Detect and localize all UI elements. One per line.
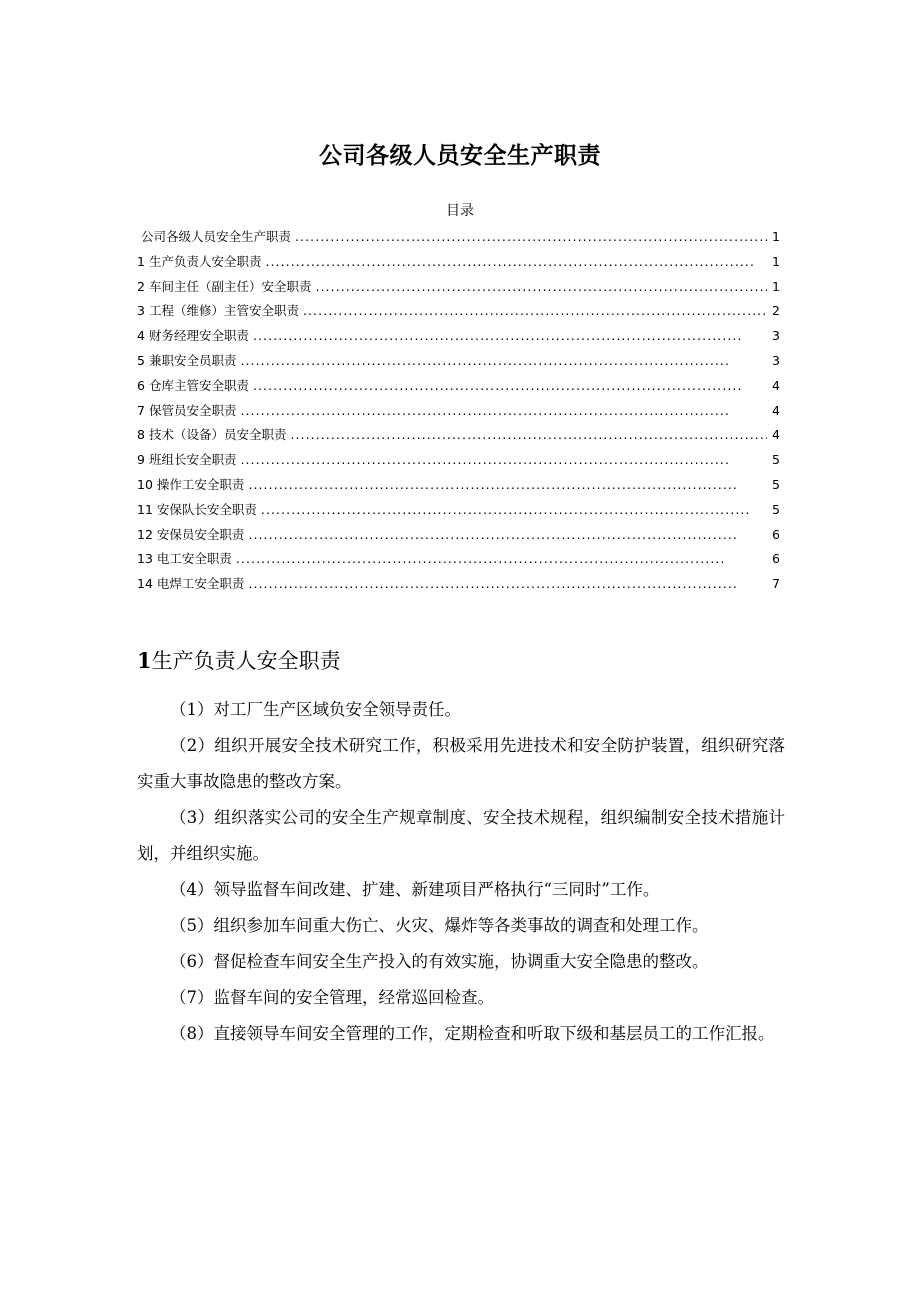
- toc-entry-text: 公司各级人员安全生产职责: [141, 229, 292, 244]
- toc-heading: 目录: [446, 203, 474, 219]
- toc-entry[interactable]: [137, 299, 780, 324]
- toc-entry-page: 5: [772, 452, 780, 468]
- toc-entry-text: 操作工安全职责: [156, 476, 245, 492]
- toc-entry-page: 6: [772, 526, 780, 542]
- toc-entry-text: 技术（设备）员安全职责: [148, 427, 287, 443]
- toc-entry[interactable]: [137, 547, 780, 572]
- toc-entry-text: 安保队长安全职责: [156, 501, 257, 517]
- toc-entry[interactable]: [137, 572, 780, 597]
- toc-entry-number: 2: [137, 278, 145, 294]
- toc-entry-page: 4: [772, 427, 780, 443]
- toc-entry-text: 电焊工安全职责: [156, 576, 245, 592]
- paragraph: （2）组织开展安全技术研究工作，积极采用先进技术和安全防护装置，组织研究落实重大事故隐患的整改方案。: [137, 736, 785, 791]
- toc-entry-page: 1: [772, 253, 780, 269]
- toc-entry-text: 电工安全职责: [156, 551, 232, 567]
- toc-entry-number: 3: [137, 303, 145, 319]
- toc-entry-number: 4: [137, 328, 145, 344]
- toc-leader-dots: [253, 374, 767, 399]
- toc-entry[interactable]: [137, 275, 780, 300]
- paragraph: （4）领导监督车间改建、扩建、新建项目严格执行“三同时”工作。: [170, 880, 660, 899]
- toc-entry-page: 5: [772, 501, 780, 517]
- toc-leader-dots: [248, 473, 767, 498]
- toc-entry[interactable]: [137, 225, 780, 250]
- toc-leader-dots: [240, 448, 767, 473]
- paragraph: （3）组织落实公司的安全生产规章制度、安全技术规程，组织编制安全技术措施计划，并组织实施。: [137, 808, 785, 863]
- paragraph: （8）直接领导车间安全管理的工作，定期检查和听取下级和基层员工的工作汇报。: [170, 1024, 775, 1043]
- toc-entry-text: 安保员安全职责: [156, 526, 245, 542]
- toc-entry[interactable]: [137, 523, 780, 548]
- table-of-contents: [137, 225, 780, 597]
- toc-leader-dots: [253, 324, 767, 349]
- toc-entry-text: 生产负责人安全职责: [148, 253, 262, 269]
- toc-entry-text: 兼职安全员职责: [148, 352, 237, 368]
- section-number: 1: [137, 648, 152, 673]
- toc-entry-number: 1: [137, 253, 145, 269]
- toc-entry-page: 2: [772, 303, 780, 319]
- toc-leader-dots: [261, 498, 767, 523]
- toc-entry[interactable]: [137, 374, 780, 399]
- paragraph: （1）对工厂生产区域负安全领导责任。: [170, 700, 461, 719]
- toc-entry-number: 9: [137, 452, 145, 468]
- toc-leader-dots: [290, 423, 767, 448]
- toc-entry-page: 3: [772, 328, 780, 344]
- toc-entry[interactable]: [137, 473, 780, 498]
- toc-entry-page: 4: [772, 377, 780, 393]
- toc-entry[interactable]: [137, 498, 780, 523]
- toc-leader-dots: [315, 275, 767, 300]
- toc-entry[interactable]: [137, 399, 780, 424]
- toc-leader-dots: [240, 349, 767, 374]
- toc-entry-number: 14: [137, 576, 153, 592]
- section-body: [137, 692, 785, 1052]
- toc-leader-dots: [295, 225, 767, 250]
- toc-leader-dots: [240, 399, 767, 424]
- toc-entry-number: 10: [137, 476, 153, 492]
- toc-entry-text: 财务经理安全职责: [148, 328, 249, 344]
- toc-entry-number: 8: [137, 427, 145, 443]
- toc-leader-dots: [265, 250, 767, 275]
- toc-entry-number: 7: [137, 402, 145, 418]
- toc-entry-text: 仓库主管安全职责: [148, 377, 249, 393]
- toc-entry-text: 车间主任（副主任）安全职责: [148, 278, 312, 294]
- toc-entry[interactable]: [137, 250, 780, 275]
- toc-entry-text: 班组长安全职责: [148, 452, 237, 468]
- section-heading: [137, 646, 341, 676]
- toc-entry-number: 12: [137, 526, 153, 542]
- toc-entry[interactable]: [137, 423, 780, 448]
- toc-entry-page: 5: [772, 476, 780, 492]
- toc-entry-number: 11: [137, 501, 153, 517]
- toc-entry-page: 4: [772, 402, 780, 418]
- toc-entry-page: 7: [772, 576, 780, 592]
- toc-entry-page: 1: [772, 278, 780, 294]
- paragraph: （6）督促检查车间安全生产投入的有效实施，协调重大安全隐患的整改。: [170, 952, 709, 971]
- toc-entry-text: 工程（维修）主管安全职责: [148, 303, 299, 319]
- toc-entry[interactable]: [137, 349, 780, 374]
- toc-entry[interactable]: [137, 448, 780, 473]
- document-title: 公司各级人员安全生产职责: [319, 143, 601, 169]
- toc-entry-page: 6: [772, 551, 780, 567]
- toc-leader-dots: [248, 523, 767, 548]
- toc-entry[interactable]: [137, 324, 780, 349]
- toc-entry-number: 6: [137, 377, 145, 393]
- toc-entry-number: 5: [137, 352, 145, 368]
- toc-entry-page: 3: [772, 352, 780, 368]
- section-title: 生产负责人安全职责: [151, 649, 341, 673]
- toc-leader-dots: [236, 547, 767, 572]
- toc-entry-number: 13: [137, 551, 153, 567]
- paragraph: （7）监督车间的安全管理，经常巡回检查。: [170, 988, 494, 1007]
- toc-entry-page: 1: [772, 229, 780, 244]
- paragraph: （5）组织参加车间重大伤亡、火灾、爆炸等各类事故的调查和处理工作。: [170, 916, 709, 935]
- toc-entry-text: 保管员安全职责: [148, 402, 237, 418]
- toc-leader-dots: [303, 299, 767, 324]
- toc-leader-dots: [248, 572, 767, 597]
